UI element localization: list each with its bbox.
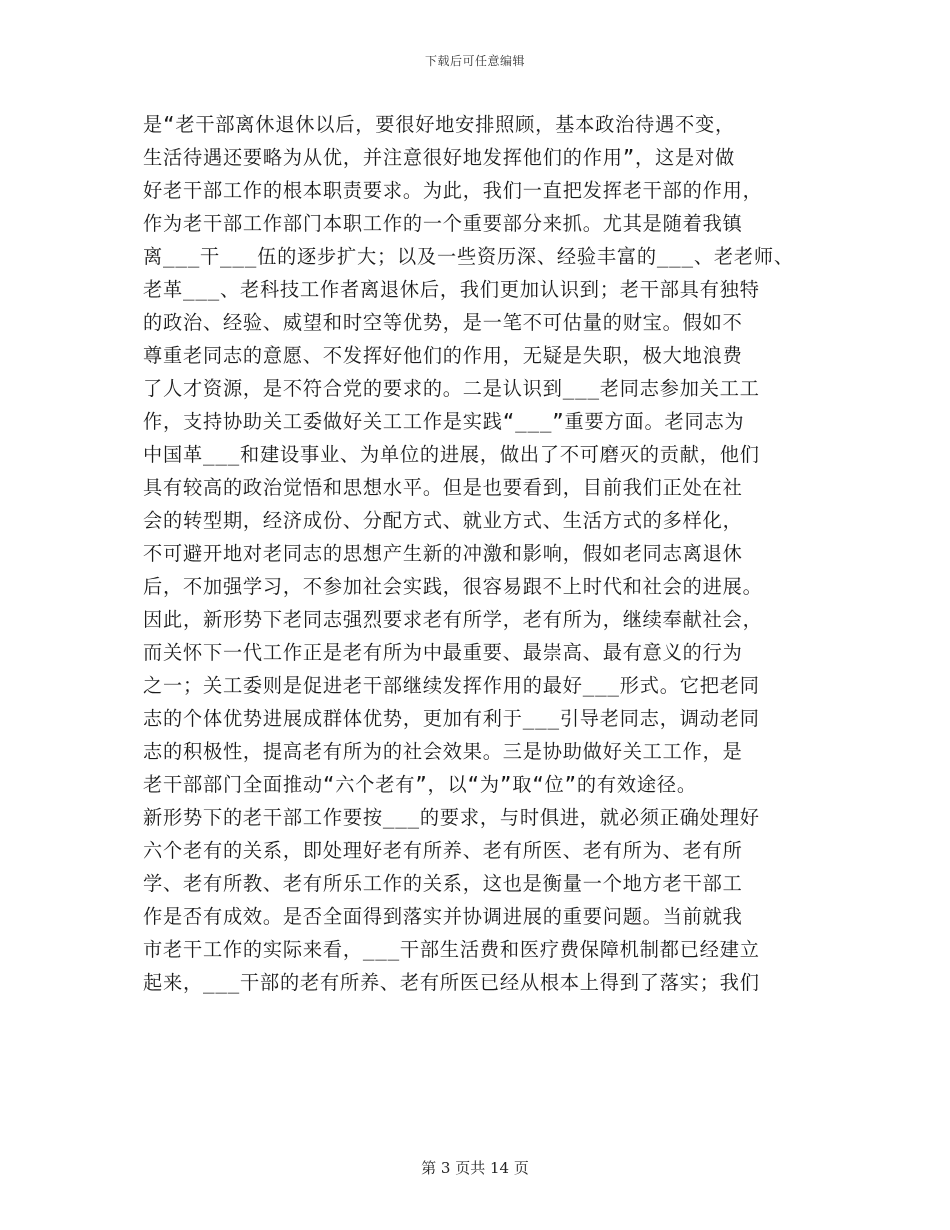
text-line: 老革___、老科技工作者离退休后，我们更加认识到；老干部具有独特 bbox=[143, 278, 760, 301]
text-line: 的政治、经验、威望和时空等优势，是一笔不可估量的财宝。假如不 bbox=[143, 311, 743, 334]
text-line: 新形势下的老干部工作要按___的要求，与时俱进，就必须正确处理好 bbox=[143, 806, 760, 829]
text-line: 离___干___伍的逐步扩大；以及一些资历深、经验丰富的___、老老师、 bbox=[143, 245, 794, 268]
text-line: 六个老有的关系，即处理好老有所养、老有所医、老有所为、老有所 bbox=[143, 839, 743, 862]
text-line: 作为老干部工作部门本职工作的一个重要部分来抓。尤其是随着我镇 bbox=[143, 212, 743, 235]
text-line: 作是否有成效。是否全面得到落实并协调进展的重要问题。当前就我 bbox=[143, 905, 743, 928]
text-line: 老干部部门全面推动“六个老有”，以“为”取“位”的有效途径。 bbox=[143, 773, 697, 796]
text-line: 志的个体优势进展成群体优势，更加有利于___引导老同志，调动老同 bbox=[143, 707, 760, 730]
text-line: 起来，___干部的老有所养、老有所医已经从根本上得到了落实；我们 bbox=[143, 971, 760, 994]
page-header: 下载后可任意编辑 bbox=[424, 54, 525, 68]
text-line: 是“老干部离休退休以后，要很好地安排照顾，基本政治待遇不变， bbox=[143, 113, 735, 136]
text-line: 而关怀下一代工作正是老有所为中最重要、最崇高、最有意义的行为 bbox=[143, 641, 743, 664]
text-line: 志的积极性，提高老有所为的社会效果。三是协助做好关工工作，是 bbox=[143, 740, 743, 763]
text-line: 因此，新形势下老同志强烈要求老有所学，老有所为，继续奉献社会， bbox=[143, 608, 763, 631]
text-line: 了人才资源，是不符合党的要求的。二是认识到___老同志参加关工工 bbox=[143, 377, 760, 400]
text-line: 不可避开地对老同志的思想产生新的冲激和影响，假如老同志离退休 bbox=[143, 542, 743, 565]
text-line: 尊重老同志的意愿、不发挥好他们的作用，无疑是失职，极大地浪费 bbox=[143, 344, 743, 367]
text-line: 生活待遇还要略为从优，并注意很好地发挥他们的作用”，这是对做 bbox=[143, 146, 735, 169]
text-line: 后，不加强学习，不参加社会实践，很容易跟不上时代和社会的进展。 bbox=[143, 575, 763, 598]
text-line: 作，支持协助关工委做好关工工作是实践“___”重要方面。老同志为 bbox=[143, 410, 745, 433]
text-line: 市老干工作的实际来看，___干部生活费和医疗费保障机制都已经建立 bbox=[143, 938, 760, 961]
text-line: 之一；关工委则是促进老干部继续发挥作用的最好___形式。它把老同 bbox=[143, 674, 760, 697]
page-footer: 第 3 页共 14 页 bbox=[421, 1159, 529, 1177]
text-line: 具有较高的政治觉悟和思想水平。但是也要看到，目前我们正处在社 bbox=[143, 476, 743, 499]
text-line: 中国革___和建设事业、为单位的进展，做出了不可磨灭的贡献，他们 bbox=[143, 443, 760, 466]
text-line: 好老干部工作的根本职责要求。为此，我们一直把发挥老干部的作用， bbox=[143, 179, 763, 202]
body-text bbox=[143, 108, 823, 999]
text-line: 学、老有所教、老有所乐工作的关系，这也是衡量一个地方老干部工 bbox=[143, 872, 743, 895]
text-line: 会的转型期，经济成份、分配方式、就业方式、生活方式的多样化， bbox=[143, 509, 743, 532]
